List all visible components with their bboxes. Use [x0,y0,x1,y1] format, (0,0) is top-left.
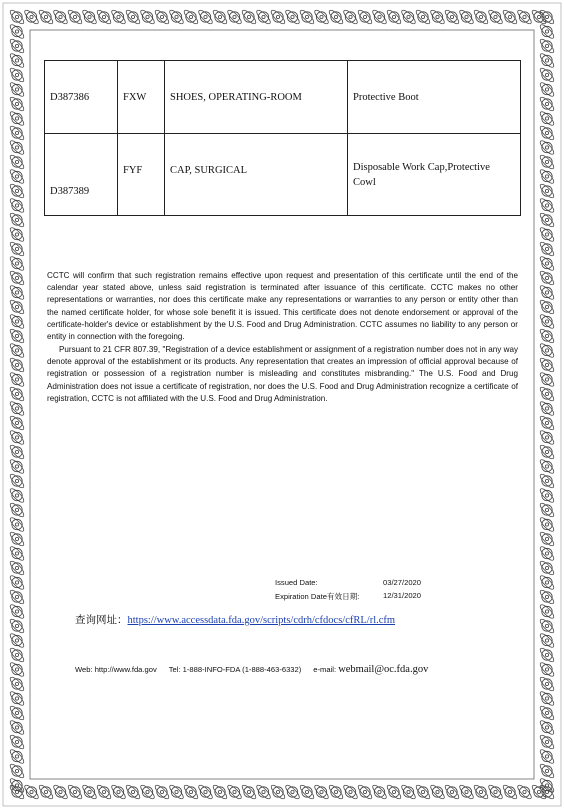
device-name-cell: SHOES, OPERATING-ROOM [165,61,348,134]
device-name-cell: CAP, SURGICAL [165,134,348,216]
table-row [45,134,521,216]
product-table [44,60,521,216]
query-line [75,612,395,627]
footer-tel: Tel: 1-888-INFO-FDA (1-888-463-6332) [168,665,302,674]
footer-web: Web: http://www.fda.gov [75,665,157,674]
proprietary-name-cell: Disposable Work Cap,Protective Cowl [348,134,521,216]
query-label: 查询网址： [75,614,128,626]
table-row [45,61,521,134]
footer-email-link[interactable]: webmail@oc.fda.gov [338,664,429,675]
regulation-paragraph: Pursuant to 21 CFR 807.39, "Registration of a device establishment or assignment of a registration number does not in any way denote approval of the establishment or its products. Any representation that creates an impression of official approval because of registration or possession of a registration number is misleading and constitutes misbranding." The U.S. Food and Drug Administration does not issue a certificate of registration, nor does the U.S. Food and Drug Administration recognize a certificate of registration, CCTC is not affiliated with the U.S. Food and Drug Administration. [47,345,518,403]
classification-cell: FXW [118,61,165,134]
footer [75,664,428,675]
expiration-date-label: Expiration Date有效日期: [275,592,360,601]
product-code-cell: D387389 [45,134,118,216]
proprietary-name-cell: Protective Boot [348,61,521,134]
expiration-date-value: 12/31/2020 [383,591,422,600]
footer-email-label: e-mail: [313,665,339,674]
disclaimer-paragraph: CCTC will confirm that such registration remains effective upon request and presentation of this certificate until the end of the calendar year stated above, unless said registration is terminated after issuance of this certificate. CCTC makes no other representations or warranties, nor does this certificate make any representations or warranties to any person or entity other than the named certificate holder, for whose sole benefit it is issued. This certificate does not denote endorsement or approval of the certificate-holder's device or establishment by the U.S. Food and Drug Administration. CCTC assumes no liability to any person or entity in connection with the foregoing. [47,271,518,342]
issued-date-label: Issued Date: [275,578,318,587]
issued-date-value: 03/27/2020 [383,578,422,587]
product-code-cell: D387386 [45,61,118,134]
query-url-link[interactable]: https://www.accessdata.fda.gov/scripts/cdrh/cfdocs/cfRL/rl.cfm [127,615,396,626]
classification-cell: FYF [118,134,165,216]
